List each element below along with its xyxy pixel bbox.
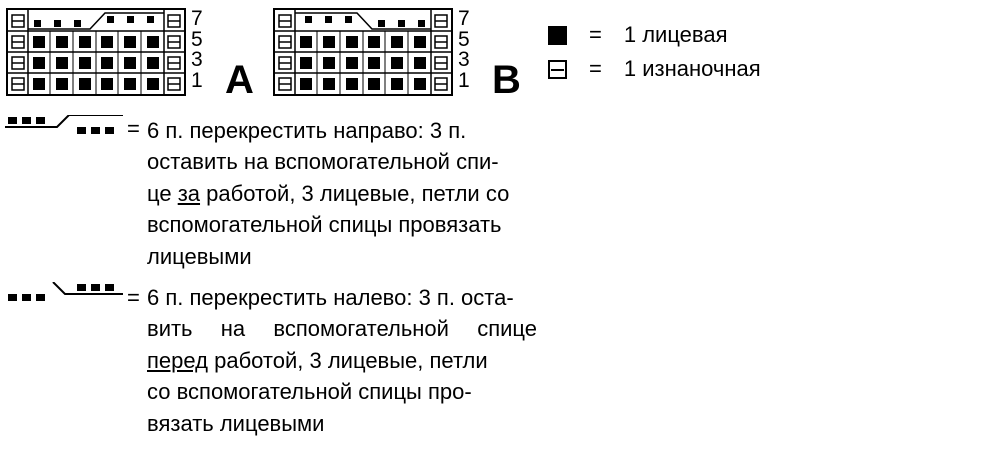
legend-knit [548,22,728,48]
definition-line: вязать лицевыми [147,410,325,436]
definition-line: оставить на вспомогательной спи- [147,149,499,175]
purl-symbol-icon [548,60,567,79]
row-number: 7 [458,7,470,30]
row-number: 5 [458,27,470,51]
definition-line [147,345,537,376]
definition-line: со вспомогательной спицы про- [147,379,472,405]
chart-a [6,8,186,96]
text-fragment: работой, 3 лицевые, петли со [200,180,510,206]
definition-line: вспомогательной спицы провязать [147,212,502,238]
legend-equals: = [589,22,602,47]
cable-right-cross-icon [5,115,123,135]
cable-right-definition [147,115,537,272]
text-fragment: це [147,180,178,206]
chart-a-label: A [225,58,254,102]
chart-a-row-numbers [191,8,203,90]
definition-line: лицевыми [147,243,252,269]
chart-b-grid [275,10,451,94]
cable-left-equals: = [127,285,140,310]
row-number: 3 [458,48,470,71]
chart-a-grid [8,10,184,94]
definition-line: вить на вспомогательной спице [147,316,537,342]
definition-line: 6 п. перекрестить налево: 3 п. оста- [147,285,514,310]
chart-b [273,8,453,96]
row-number: 1 [191,68,203,92]
text-fragment: работой, 3 лицевые, петли [207,347,488,373]
knit-symbol-icon [548,26,567,45]
row-number: 7 [191,7,203,30]
underlined-word: за [177,180,201,206]
row-number: 3 [191,48,203,71]
legend-purl-text: 1 изнаночная [623,56,761,81]
legend-purl [548,56,761,82]
row-number: 1 [458,68,470,92]
definition-line: 6 п. перекрестить направо: 3 п. [147,118,467,143]
cable-right-equals: = [127,116,140,141]
definition-line [147,178,537,209]
legend-knit-text: 1 лицевая [623,22,728,47]
cable-left-definition [147,282,537,439]
chart-b-label: B [492,58,521,102]
row-number: 5 [191,27,203,51]
cable-left-cross-icon [5,282,123,302]
chart-b-row-numbers [458,8,470,90]
legend-equals: = [589,56,602,81]
underlined-word: перед [147,347,208,373]
